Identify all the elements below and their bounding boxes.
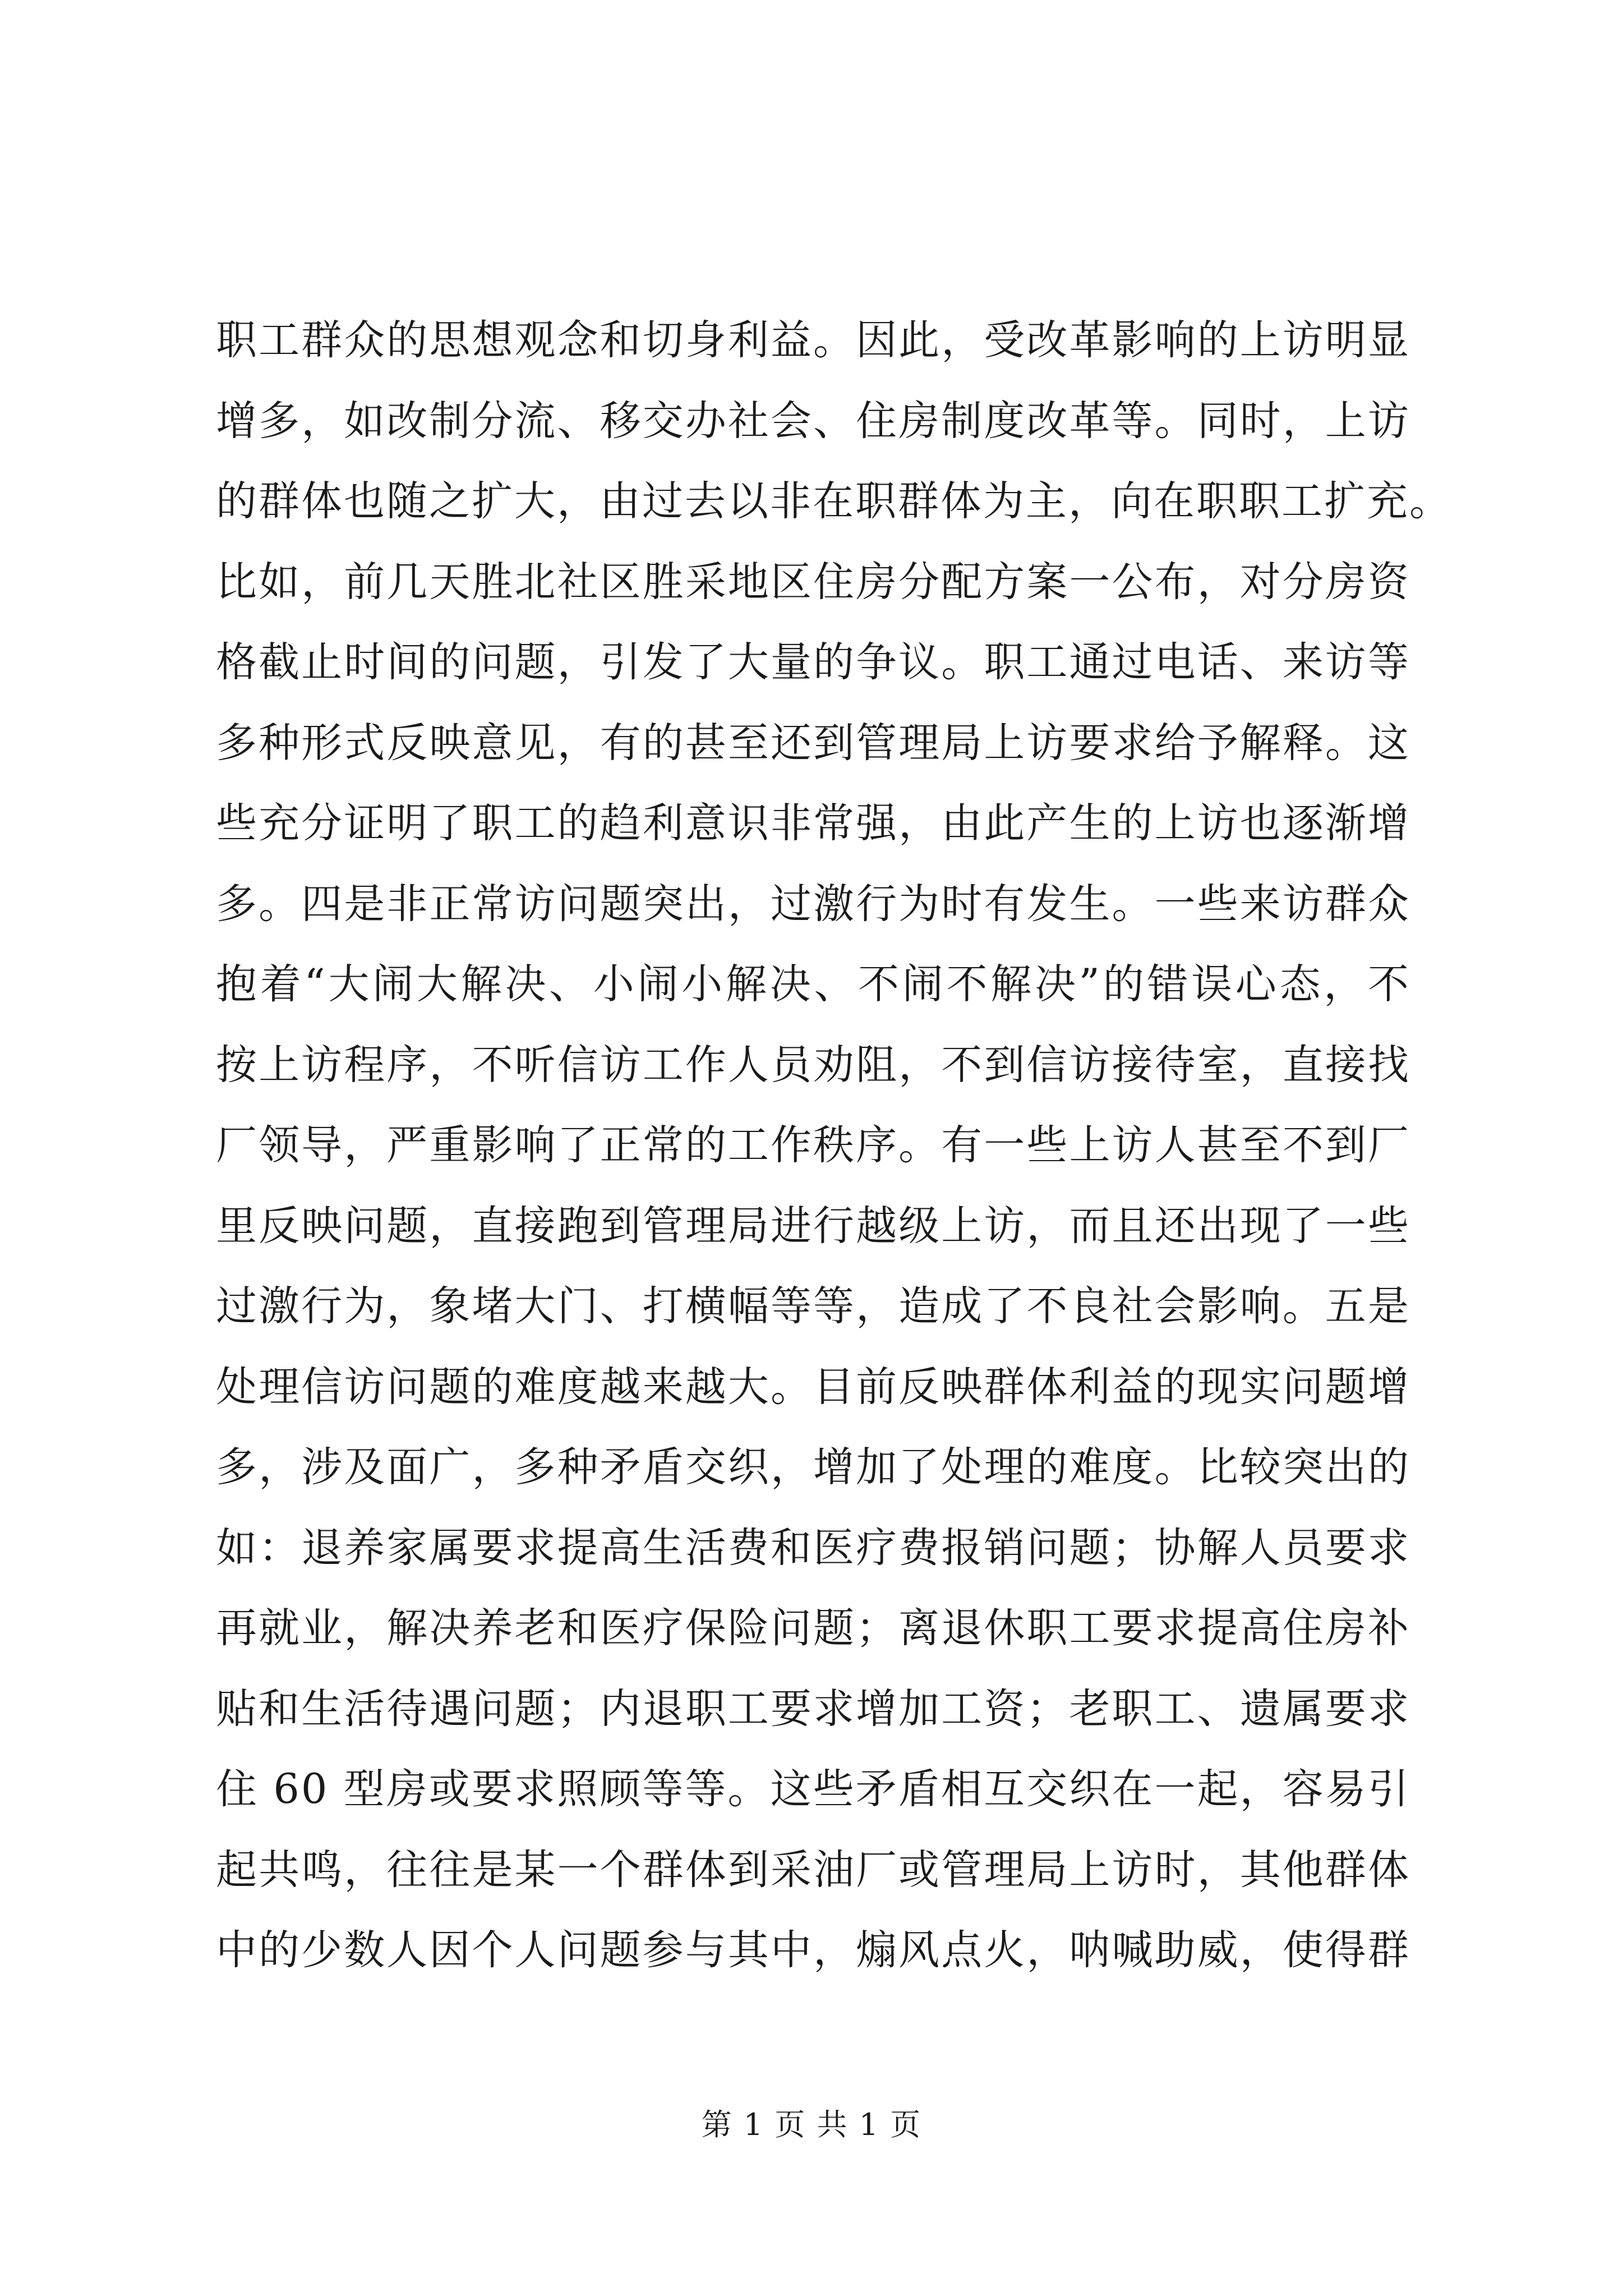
text-line: 再就业，解决养老和医疗保险问题；离退休职工要求提高住房补: [216, 1604, 1410, 1652]
text-line: 多种形式反映意见，有的甚至还到管理局上访要求给予解释。这: [216, 719, 1410, 767]
text-line: 多。四是非正常访问题突出，过激行为时有发生。一些来访群众: [216, 880, 1410, 928]
text-line: 中的少数人因个人问题参与其中，煽风点火，呐喊助威，使得群: [216, 1926, 1410, 1974]
text-line: 起共鸣，往往是某一个群体到采油厂或管理局上访时，其他群体: [216, 1846, 1410, 1894]
text-line: 按上访程序，不听信访工作人员劝阻，不到信访接待室，直接找: [216, 1041, 1410, 1089]
text-line: 处理信访问题的难度越来越大。目前反映群体利益的现实问题增: [216, 1363, 1410, 1411]
text-line: 如：退养家属要求提高生活费和医疗费报销问题；协解人员要求: [216, 1524, 1410, 1572]
text-line: 贴和生活待遇问题；内退职工要求增加工资；老职工、遗属要求: [216, 1685, 1410, 1733]
text-line: 里反映问题，直接跑到管理局进行越级上访，而且还出现了一些: [216, 1202, 1410, 1250]
text-line: 厂领导，严重影响了正常的工作秩序。有一些上访人甚至不到厂: [216, 1121, 1410, 1169]
text-line: 过激行为，象堵大门、打横幅等等，造成了不良社会影响。五是: [216, 1282, 1410, 1330]
text-line: 多，涉及面广，多种矛盾交织，增加了处理的难度。比较突出的: [216, 1443, 1410, 1491]
text-line: 抱着“大闹大解决、小闹小解决、不闹不解决”的错误心态，不: [216, 960, 1410, 1008]
text-line: 些充分证明了职工的趋利意识非常强，由此产生的上访也逐渐增: [216, 799, 1410, 847]
text-line: 增多，如改制分流、移交办社会、住房制度改革等。同时，上访: [216, 397, 1410, 445]
text-line: 职工群众的思想观念和切身利益。因此，受改革影响的上访明显: [216, 316, 1410, 364]
text-line: 住 60 型房或要求照顾等等。这些矛盾相互交织在一起，容易引: [216, 1765, 1410, 1813]
text-line: 的群体也随之扩大，由过去以非在职群体为主，向在职职工扩充。: [216, 477, 1452, 525]
text-line: 格截止时间的问题，引发了大量的争议。职工通过电话、来访等: [216, 638, 1410, 686]
page-footer: 第 1 页 共 1 页: [701, 2107, 922, 2142]
body-text: [216, 300, 1452, 1991]
text-line: 比如，前几天胜北社区胜采地区住房分配方案一公布，对分房资: [216, 558, 1410, 606]
